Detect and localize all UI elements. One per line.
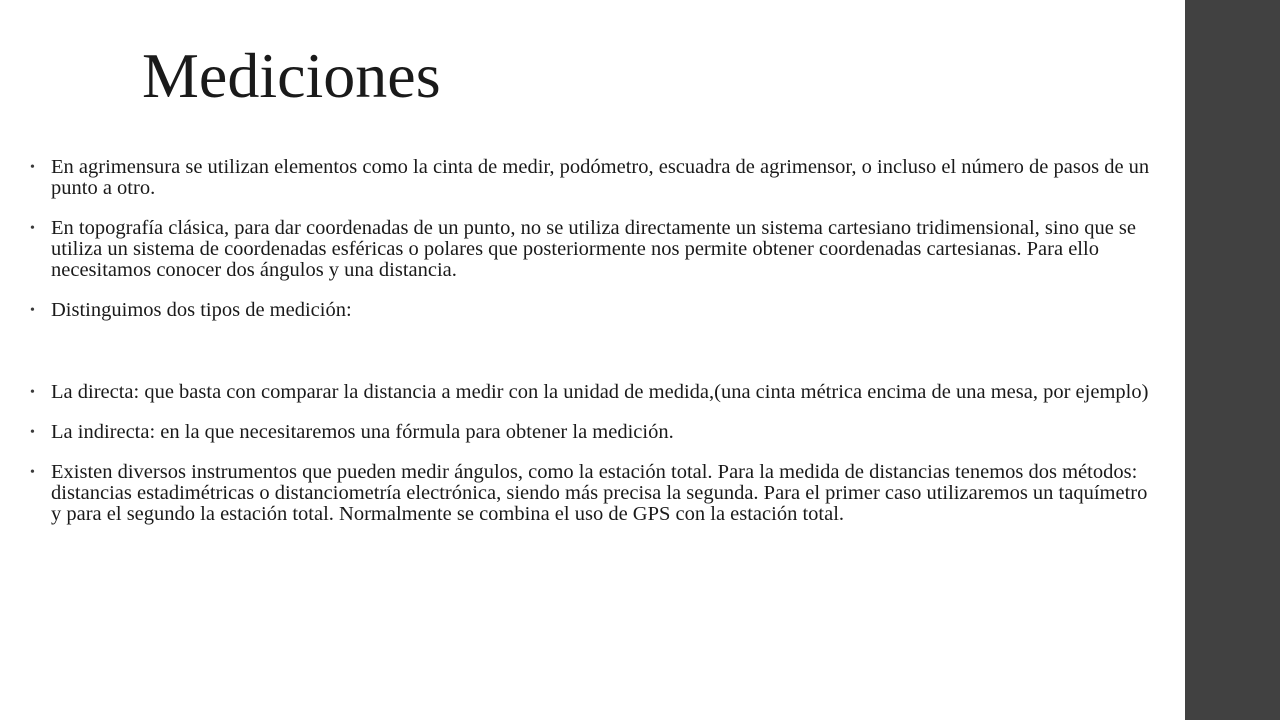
bullet-dot-icon: • xyxy=(30,465,35,480)
slide-title: Mediciones xyxy=(142,40,441,111)
bullet-dot-icon: • xyxy=(30,385,35,400)
bullet-item xyxy=(30,462,1160,525)
bullet-dot-icon: • xyxy=(30,160,35,175)
bullet-dot-icon: • xyxy=(30,425,35,440)
bullet-text: En topografía clásica, para dar coordenadas de un punto, no se utiliza directamente un sistema cartesiano tridimensional, sino que se utiliza un sistema de coordenadas esféricas o polares que posteriormente nos permite obtener coordenadas cartesianas. Para ello necesitamos conocer dos ángulos y una distancia. xyxy=(51,217,1136,281)
bullet-dot-icon: • xyxy=(30,221,35,236)
bullet-text: Distinguimos dos tipos de medición: xyxy=(51,299,352,321)
bullet-text: La indirecta: en la que necesitaremos una fórmula para obtener la medición. xyxy=(51,421,674,443)
bullet-item xyxy=(30,300,1160,321)
bullet-item xyxy=(30,218,1160,281)
bullet-item xyxy=(30,422,1160,443)
bullet-text: Existen diversos instrumentos que pueden medir ángulos, como la estación total. Para la medida de distancias tenemos dos métodos: distancias estadimétricas o distanciometría electrónica, siendo más precisa la segunda. Para el primer caso utilizaremos un taquímetro y para el segundo la estación total. Normalmente se combina el uso de GPS con la estación total. xyxy=(51,461,1148,525)
bullet-list xyxy=(30,157,1160,544)
side-accent-bar xyxy=(1185,0,1280,720)
bullet-item xyxy=(30,157,1160,199)
bullet-dot-icon: • xyxy=(30,303,35,318)
bullet-text: En agrimensura se utilizan elementos como la cinta de medir, podómetro, escuadra de agrimensor, o incluso el número de pasos de un punto a otro. xyxy=(51,156,1150,199)
bullet-item xyxy=(30,382,1160,403)
bullet-text: La directa: que basta con comparar la distancia a medir con la unidad de medida,(una cinta métrica encima de una mesa, por ejemplo) xyxy=(51,381,1149,403)
